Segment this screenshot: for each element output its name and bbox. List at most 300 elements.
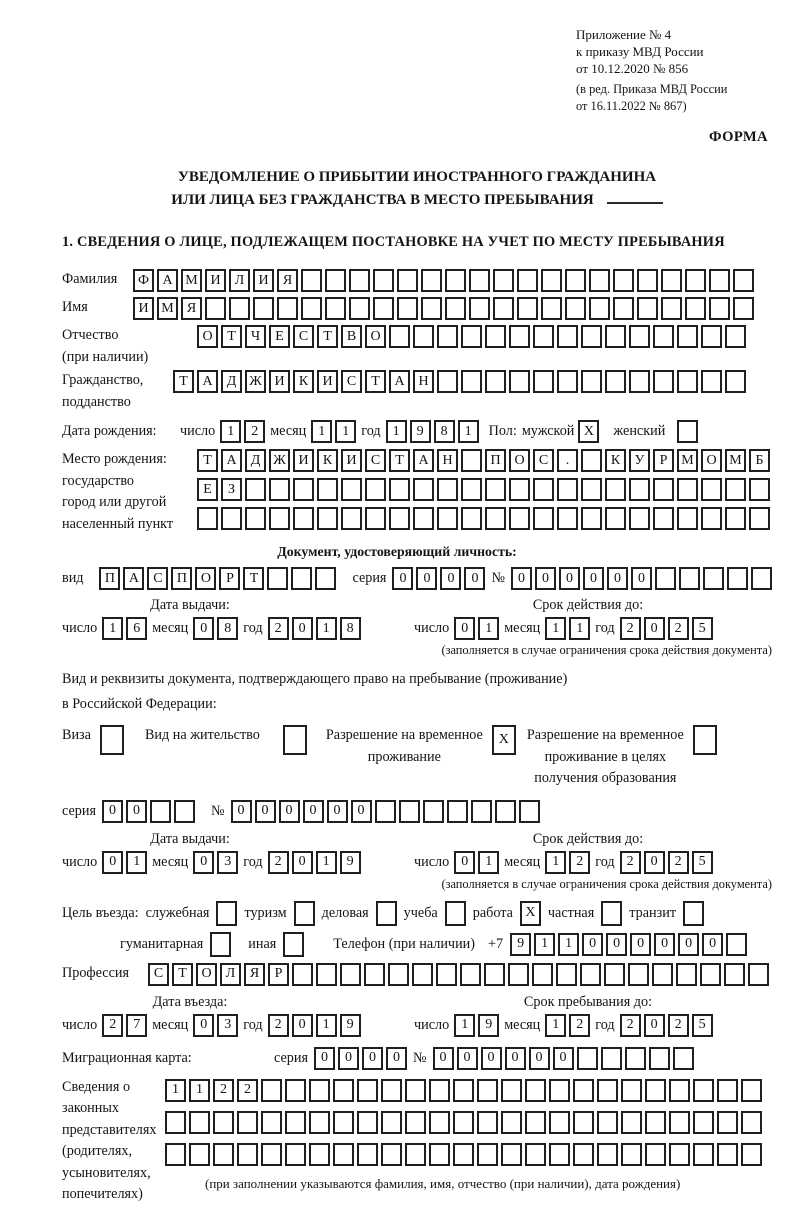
form-cell	[477, 1079, 498, 1102]
birth-month-cells	[311, 420, 356, 443]
entry-date-heading: Дата въезда:	[152, 993, 228, 1010]
form-cell: X	[578, 420, 599, 443]
form-cell: 2	[102, 1014, 123, 1037]
form-cell	[413, 325, 434, 348]
form-cell	[573, 1111, 594, 1134]
form-cell	[701, 507, 722, 530]
form-cell	[333, 1079, 354, 1102]
form-cell: 1	[458, 420, 479, 443]
visa-checkbox	[100, 725, 124, 755]
issue-date-heading: Дата выдачи:	[150, 597, 230, 613]
restriction-note: (заполняется в случае ограничения срока действия документа)	[441, 643, 772, 657]
birth-place-label-line: город или другой	[62, 494, 167, 510]
edition-line: (в ред. Приказа МВД России	[576, 82, 728, 96]
form-cell: 1	[558, 933, 579, 956]
birth-place-label-line: государство	[62, 472, 135, 489]
issue-date-heading: Дата выдачи:	[150, 830, 230, 847]
purpose-tourism-label: туризм	[244, 904, 287, 921]
form-cell	[717, 1111, 738, 1134]
form-cell	[741, 1143, 762, 1166]
form-cell	[565, 297, 586, 320]
form-cell	[325, 297, 346, 320]
form-cell: 9	[340, 851, 361, 874]
form-cell: Я	[277, 269, 298, 292]
form-cell	[605, 478, 626, 501]
residence-expiry-date	[414, 851, 772, 874]
form-cell	[205, 297, 226, 320]
residence-issue-month	[193, 851, 238, 874]
form-cell	[485, 370, 506, 393]
form-cell	[293, 507, 314, 530]
birth-place-cell-rows	[197, 449, 770, 536]
form-cell	[573, 1143, 594, 1166]
form-cell	[405, 1111, 426, 1134]
form-cell: 1	[102, 617, 123, 640]
form-cell: Т	[317, 325, 338, 348]
form-cell	[301, 297, 322, 320]
form-cell: О	[701, 449, 722, 472]
form-cell: И	[269, 370, 290, 393]
form-cell: 1	[386, 420, 407, 443]
form-cell	[621, 1143, 642, 1166]
day-label: число	[180, 423, 216, 439]
form-cell	[597, 1079, 618, 1102]
form-cell	[423, 800, 444, 823]
form-cell	[253, 297, 274, 320]
form-cell	[495, 800, 516, 823]
form-cell: 0	[631, 567, 652, 590]
form-cell	[325, 269, 346, 292]
form-cell: Р	[268, 963, 289, 986]
form-cell: И	[293, 449, 314, 472]
form-cell	[700, 963, 721, 986]
valid-until-heading: Срок действия до:	[532, 597, 644, 613]
representatives-label-line: попечителях)	[62, 1186, 143, 1202]
form-cell	[245, 478, 266, 501]
form-cell	[565, 269, 586, 292]
temp-residence-checkbox	[492, 725, 516, 755]
form-cell: О	[509, 449, 530, 472]
form-cell: 1	[534, 933, 555, 956]
year-label: год	[243, 1016, 263, 1033]
form-cell	[485, 325, 506, 348]
form-cell: 2	[244, 420, 265, 443]
year-label: год	[243, 620, 263, 636]
form-cell	[292, 963, 313, 986]
form-cell	[727, 567, 748, 590]
month-label: месяц	[152, 1016, 189, 1033]
purpose-transit-label: транзит	[629, 904, 677, 921]
form-cell	[221, 507, 242, 530]
form-cell: К	[317, 449, 338, 472]
form-cell	[701, 325, 722, 348]
form-cell: 2	[268, 1014, 289, 1037]
form-cell: 0	[292, 1014, 313, 1037]
form-cell: 0	[362, 1047, 383, 1070]
form-cell	[293, 478, 314, 501]
series-label: серия	[62, 802, 96, 819]
form-cell	[685, 269, 706, 292]
form-cell	[519, 800, 540, 823]
form-cell: Д	[245, 449, 266, 472]
form-cell	[749, 478, 770, 501]
form-cell: 1	[220, 420, 241, 443]
form-cell	[645, 1111, 666, 1134]
form-cell	[676, 963, 697, 986]
form-cell	[709, 297, 730, 320]
form-cell: 2	[213, 1079, 234, 1102]
form-cell	[461, 325, 482, 348]
form-cell	[685, 297, 706, 320]
migration-card-label: Миграционная карта:	[62, 1049, 192, 1066]
identity-doc-heading: Документ, удостоверяющий личность:	[277, 544, 517, 559]
form-cell	[525, 1143, 546, 1166]
form-cell	[373, 297, 394, 320]
form-cell	[315, 567, 336, 590]
form-cell	[693, 1079, 714, 1102]
form-cell	[469, 297, 490, 320]
form-cell	[517, 269, 538, 292]
birth-place-label-line: населенный пункт	[62, 515, 174, 532]
form-cell: К	[293, 370, 314, 393]
day-label: число	[414, 853, 450, 870]
form-cell: 0	[351, 800, 372, 823]
form-cell	[381, 1111, 402, 1134]
form-cell: 0	[193, 1014, 214, 1037]
form-cell: А	[197, 370, 218, 393]
form-cell: 2	[569, 1014, 590, 1037]
annex-line: от 10.12.2020 № 856	[576, 61, 689, 76]
form-cell: П	[99, 567, 120, 590]
form-cell	[283, 932, 304, 957]
form-cell	[381, 1143, 402, 1166]
form-cell: П	[485, 449, 506, 472]
form-cell	[261, 1079, 282, 1102]
form-cell	[340, 963, 361, 986]
form-cell: 0	[231, 800, 252, 823]
form-cell: Р	[219, 567, 240, 590]
month-label: месяц	[270, 423, 307, 439]
birth-day-cells	[220, 420, 265, 443]
form-cell	[389, 507, 410, 530]
form-cell: С	[147, 567, 168, 590]
form-cell	[453, 1111, 474, 1134]
form-cell	[261, 1111, 282, 1134]
form-cell	[748, 963, 769, 986]
form-cell	[533, 507, 554, 530]
form-cell	[557, 325, 578, 348]
form-cell: 0	[654, 933, 675, 956]
form-cell: 0	[535, 567, 556, 590]
form-cell	[165, 1111, 186, 1134]
purpose-work-checkbox	[520, 901, 541, 926]
form-cell	[629, 325, 650, 348]
patronymic-cells	[197, 325, 746, 348]
form-cell	[693, 1143, 714, 1166]
visit-purpose-row	[62, 901, 772, 926]
representatives-label	[62, 1077, 165, 1206]
form-cell	[645, 1143, 666, 1166]
residence-permit-label: Вид на жительство	[144, 727, 260, 743]
form-cell: Д	[221, 370, 242, 393]
patronymic-label	[62, 325, 197, 368]
form-cell: 2	[268, 851, 289, 874]
form-cell: Л	[220, 963, 241, 986]
form-cell	[683, 901, 704, 926]
form-cell	[677, 507, 698, 530]
migration-card-series-cells	[314, 1047, 407, 1070]
doc-series-cells	[392, 567, 485, 590]
form-cell	[557, 478, 578, 501]
form-cell	[751, 567, 772, 590]
form-cell	[717, 1143, 738, 1166]
form-cell	[421, 269, 442, 292]
number-label: №	[412, 1049, 427, 1066]
birth-place-label-line: Место рождения:	[62, 451, 167, 467]
form-cell: 0	[279, 800, 300, 823]
form-cell: 2	[668, 851, 689, 874]
form-cell: 0	[529, 1047, 550, 1070]
residence-series-cells	[102, 800, 195, 823]
form-cell	[509, 370, 530, 393]
form-cell	[245, 507, 266, 530]
form-cell: М	[181, 269, 202, 292]
form-cell	[653, 507, 674, 530]
day-label: число	[414, 1016, 450, 1033]
form-cell: 0	[314, 1047, 335, 1070]
form-cell	[701, 370, 722, 393]
form-cell	[341, 507, 362, 530]
form-cell: Н	[413, 370, 434, 393]
form-cell	[655, 567, 676, 590]
form-cell	[673, 1047, 694, 1070]
form-cell	[525, 1079, 546, 1102]
form-cell: Ж	[269, 449, 290, 472]
doc-kind-label: вид	[62, 570, 84, 586]
form-cell: Л	[229, 269, 250, 292]
form-cell	[541, 269, 562, 292]
form-cell	[601, 1047, 622, 1070]
form-cell	[267, 567, 288, 590]
form-cell: А	[157, 269, 178, 292]
form-cell: К	[605, 449, 626, 472]
title-blank-line	[607, 202, 663, 204]
form-cell: 0	[457, 1047, 478, 1070]
purpose-transit-checkbox	[683, 901, 704, 926]
form-cell: 0	[606, 933, 627, 956]
form-cell	[309, 1079, 330, 1102]
purpose-study-label: учеба	[403, 904, 438, 921]
form-cell: А	[413, 449, 434, 472]
surname-row	[62, 269, 772, 292]
representatives-cell-rows	[165, 1077, 762, 1192]
form-cell	[693, 1111, 714, 1134]
form-cell: 2	[237, 1079, 258, 1102]
birth-place-label	[62, 449, 197, 535]
form-cell	[412, 963, 433, 986]
form-cell: 0	[303, 800, 324, 823]
form-cell	[437, 370, 458, 393]
form-cell	[365, 478, 386, 501]
form-cell	[629, 370, 650, 393]
form-cell	[629, 507, 650, 530]
form-cell	[581, 449, 602, 472]
form-cell: 1	[126, 851, 147, 874]
entry-day	[102, 1014, 147, 1037]
form-cell	[460, 963, 481, 986]
form-cell	[605, 370, 626, 393]
entry-year	[268, 1014, 361, 1037]
identity-issue-year	[268, 617, 361, 640]
purpose-tourism-checkbox	[294, 901, 315, 926]
form-cell: 1	[189, 1079, 210, 1102]
form-cell	[333, 1111, 354, 1134]
form-cell: С	[148, 963, 169, 986]
series-label: серия	[352, 570, 387, 586]
form-cell: 1	[569, 617, 590, 640]
form-cell	[269, 507, 290, 530]
form-cell	[549, 1143, 570, 1166]
form-cell	[213, 1143, 234, 1166]
residence-issue-day	[102, 851, 147, 874]
form-cell	[477, 1111, 498, 1134]
form-cell	[501, 1143, 522, 1166]
purpose-official-label: служебная	[145, 904, 210, 921]
sex-female-checkbox	[677, 420, 698, 443]
birth-date-group	[180, 420, 479, 443]
number-label: №	[491, 570, 505, 586]
representatives-note: (при заполнении указываются фамилия, имя, отчество (при наличии), дата рождения)	[205, 1175, 681, 1191]
edu-residence-label-line: Разрешение на временное	[526, 727, 684, 743]
form-cell: X	[520, 901, 541, 926]
form-cell	[357, 1079, 378, 1102]
form-cell	[373, 269, 394, 292]
annex-line: Приложение № 4	[576, 27, 672, 42]
form-cell: 5	[692, 617, 713, 640]
form-cell	[429, 1111, 450, 1134]
form-cell	[294, 901, 315, 926]
form-cell	[621, 1079, 642, 1102]
edu-residence-label-line: получения образования	[534, 770, 677, 786]
form-cell	[283, 725, 307, 755]
form-cell: Т	[172, 963, 193, 986]
form-cell: 0	[583, 567, 604, 590]
form-cell: О	[196, 963, 217, 986]
form-cell: Т	[243, 567, 264, 590]
representatives-cells-row2	[165, 1111, 762, 1134]
form-cell: 1	[316, 851, 337, 874]
form-cell	[645, 1079, 666, 1102]
purpose-study-checkbox	[445, 901, 466, 926]
form-cell	[277, 297, 298, 320]
form-cell	[724, 963, 745, 986]
representatives-label-line: представителях	[62, 1121, 157, 1138]
form-cell	[601, 901, 622, 926]
purpose-business-label: деловая	[321, 904, 369, 921]
purpose-other-label: иная	[248, 935, 277, 952]
doc-number-cells	[511, 567, 772, 590]
form-cell	[725, 478, 746, 501]
form-cell: М	[157, 297, 178, 320]
form-cell	[725, 507, 746, 530]
temp-residence-label-line: Разрешение на временное	[325, 727, 483, 743]
profession-cells	[148, 963, 769, 986]
form-cell	[597, 1111, 618, 1134]
form-cell	[189, 1111, 210, 1134]
form-cell	[741, 1079, 762, 1102]
form-cell	[471, 800, 492, 823]
phone-prefix: +7	[487, 935, 504, 952]
form-cell	[437, 507, 458, 530]
form-cell	[525, 1111, 546, 1134]
sex-male-label: мужской	[521, 423, 575, 439]
form-cell	[653, 370, 674, 393]
form-cell	[445, 297, 466, 320]
form-cell	[285, 1079, 306, 1102]
form-cell: 0	[102, 851, 123, 874]
form-cell	[637, 297, 658, 320]
form-cell	[604, 963, 625, 986]
form-cell	[189, 1143, 210, 1166]
form-cell: Е	[269, 325, 290, 348]
form-cell	[269, 478, 290, 501]
form-cell	[445, 269, 466, 292]
form-cell	[317, 507, 338, 530]
form-cell	[316, 963, 337, 986]
form-cell: Т	[173, 370, 194, 393]
form-cell	[677, 420, 698, 443]
form-cell	[509, 507, 530, 530]
purpose-other-checkbox	[283, 932, 304, 957]
form-cell	[445, 901, 466, 926]
form-cell: 0	[292, 851, 313, 874]
form-cell	[581, 478, 602, 501]
form-cell	[461, 478, 482, 501]
form-cell: 0	[644, 617, 665, 640]
form-cell: 0	[126, 800, 147, 823]
form-cell	[621, 1111, 642, 1134]
form-cell	[677, 478, 698, 501]
stay-until-day	[454, 1014, 499, 1037]
form-cell	[589, 269, 610, 292]
patronymic-label-line: Отчество	[62, 327, 119, 343]
form-cell	[649, 1047, 670, 1070]
entry-date	[62, 1014, 414, 1037]
form-title-line1: УВЕДОМЛЕНИЕ О ПРИБЫТИИ ИНОСТРАННОГО ГРАЖДАНИНА	[177, 169, 657, 185]
sex-male-checkbox	[578, 420, 599, 443]
temp-residence-option	[326, 725, 516, 768]
form-cell: 1	[335, 420, 356, 443]
form-cell: Я	[181, 297, 202, 320]
form-cell: 0	[338, 1047, 359, 1070]
doc-kind-cells	[99, 567, 336, 590]
visa-label: Виза	[62, 727, 91, 743]
form-cell: 6	[126, 617, 147, 640]
form-cell	[405, 1143, 426, 1166]
month-label: месяц	[152, 620, 189, 636]
form-cell	[628, 963, 649, 986]
form-cell: 0	[392, 567, 413, 590]
migration-card-row	[62, 1047, 772, 1070]
identity-expiry-month	[545, 617, 590, 640]
form-cell: Т	[221, 325, 242, 348]
forma-label: ФОРМА	[708, 129, 768, 145]
form-cell: 1	[545, 851, 566, 874]
residence-doc-dates	[62, 831, 772, 874]
visit-purpose-row2	[120, 932, 772, 957]
form-cell	[541, 297, 562, 320]
form-cell: И	[205, 269, 226, 292]
